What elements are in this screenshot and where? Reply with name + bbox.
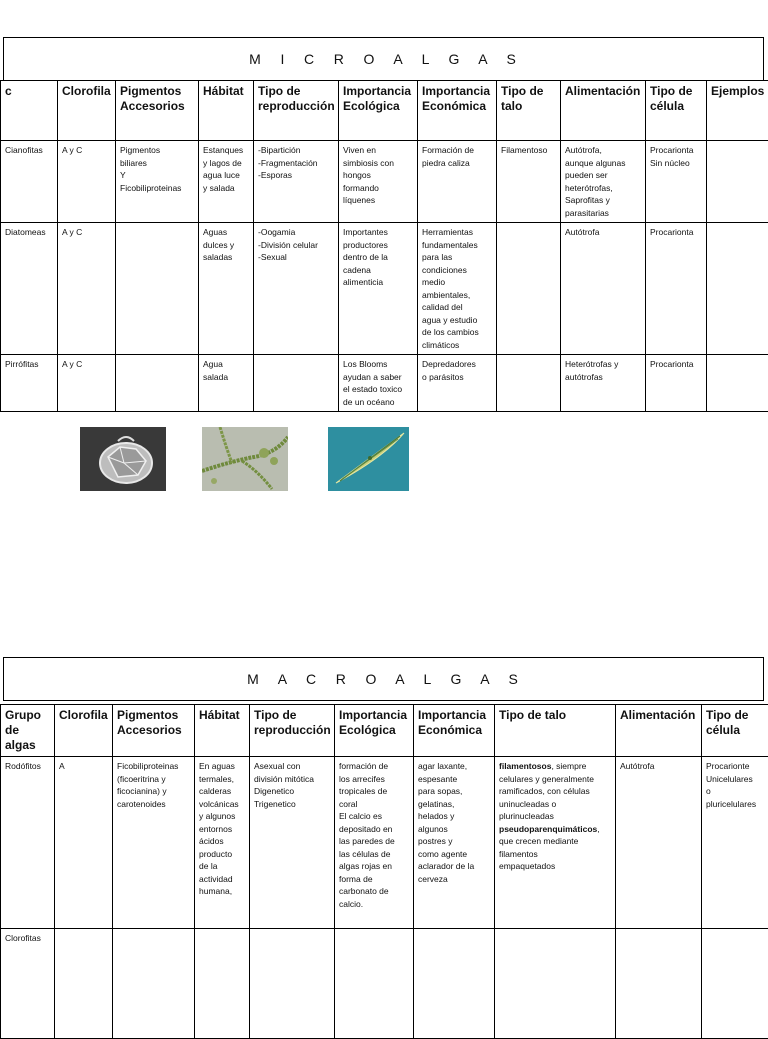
header-cell: Alimentación: [561, 81, 646, 141]
header-cell: Tipo de célula: [702, 705, 768, 757]
cell-reproduccion: Asexual con división mitótica Digenetico Trigenetico: [250, 757, 335, 929]
cell-ecologica: Viven en simbiosis con hongos formando líquenes: [339, 141, 418, 223]
cell-habitat: [195, 929, 250, 1039]
cell-alimentacion: Autótrofa: [616, 757, 702, 929]
microalgas-table: [0, 80, 768, 412]
header-cell: Importancia Ecológica: [335, 705, 414, 757]
cell-pigmentos: [116, 355, 199, 412]
table-row-rodofitos: [1, 757, 768, 929]
cell-grupo: Clorofitas: [1, 929, 55, 1039]
cell-celula: Procarionta: [646, 223, 707, 355]
cell-alimentacion: Heterótrofas y autótrofas: [561, 355, 646, 412]
cell-celula: Procarionte Unicelulares o pluricelulares: [702, 757, 768, 929]
table-row-pirrofitas: [1, 355, 768, 412]
header-cell: Alimentación: [616, 705, 702, 757]
cell-pigmentos: [116, 223, 199, 355]
cell-habitat: Estanques y lagos de agua luce y salada: [199, 141, 254, 223]
cell-reproduccion: -Bipartición -Fragmentación -Esporas: [254, 141, 339, 223]
cell-habitat: Agua salada: [199, 355, 254, 412]
header-cell: c: [1, 81, 58, 141]
cell-habitat: Aguas dulces y saladas: [199, 223, 254, 355]
cell-talo: [497, 355, 561, 412]
cell-celula: Procarionta: [646, 355, 707, 412]
header-cell: Tipo de talo: [497, 81, 561, 141]
talo-text-2: , que crecen mediante filamentos empaquetados: [499, 824, 600, 872]
header-cell: Clorofila: [55, 705, 113, 757]
microalgas-title-text: M I C R O A L G A S: [249, 51, 518, 67]
cell-clorofila: A y C: [58, 141, 116, 223]
cell-ecologica: Importantes productores dentro de la cadena alimenticia: [339, 223, 418, 355]
cell-grupo: Rodófitos: [1, 757, 55, 929]
header-cell: Importancia Económica: [418, 81, 497, 141]
cell-economica: Formación de piedra caliza: [418, 141, 497, 223]
cell-clorofila: A y C: [58, 223, 116, 355]
diatom-shell-photo: [80, 427, 166, 491]
table-row-cianofitas: [1, 141, 768, 223]
cell-talo: [495, 929, 616, 1039]
header-cell: Tipo de célula: [646, 81, 707, 141]
cell-ejemplos: [707, 141, 768, 223]
macroalgas-table: [0, 704, 768, 1039]
cell-clorofila: A: [55, 757, 113, 929]
header-cell: Tipo de reproducción: [250, 705, 335, 757]
cell-clorofila: [55, 929, 113, 1039]
cell-reproduccion: -Oogamia -División celular -Sexual: [254, 223, 339, 355]
cell-alimentacion: Autótrofa, aunque algunas pueden ser heterótrofas, Saprofitas y parasitarias: [561, 141, 646, 223]
cell-celula: Procarionta Sin núcleo: [646, 141, 707, 223]
header-cell: Grupo de algas: [1, 705, 55, 757]
macroalgas-title-text: M A C R O A L G A S: [247, 671, 520, 687]
header-cell: Hábitat: [195, 705, 250, 757]
cell-talo: [497, 223, 561, 355]
header-cell: Importancia Ecológica: [339, 81, 418, 141]
table-row-clorofitas: [1, 929, 768, 1039]
cell-grupo: Cianofitas: [1, 141, 58, 223]
cell-economica: [414, 929, 495, 1039]
cell-clorofila: A y C: [58, 355, 116, 412]
table-row-diatomeas: [1, 223, 768, 355]
cell-grupo: Pirrófitas: [1, 355, 58, 412]
cell-ecologica: Los Blooms ayudan a saber el estado toxico de un océano: [339, 355, 418, 412]
cell-grupo: Diatomeas: [1, 223, 58, 355]
cell-ejemplos: [707, 355, 768, 412]
talo-bold-filamentosos: filamentosos: [499, 761, 551, 771]
header-cell: Pigmentos Accesorios: [116, 81, 199, 141]
cell-economica: agar laxante, espesante para sopas, gelatinas, helados y algunos postres y como agente aclarador de la cerveza: [414, 757, 495, 929]
cell-ecologica: formación de los arrecifes tropicales de coral El calcio es depositado en las paredes de las células de algas rojas en forma de carbonato de calcio.: [335, 757, 414, 929]
header-cell: Tipo de talo: [495, 705, 616, 757]
cell-reproduccion: [250, 929, 335, 1039]
header-cell: Tipo de reproducción: [254, 81, 339, 141]
header-cell: Ejemplos: [707, 81, 768, 141]
cell-alimentacion: Autótrofa: [561, 223, 646, 355]
cell-celula: [702, 929, 768, 1039]
header-cell: Pigmentos Accesorios: [113, 705, 195, 757]
cell-ejemplos: [707, 223, 768, 355]
microalgas-title: [3, 37, 764, 81]
header-cell: Importancia Económica: [414, 705, 495, 757]
macroalgas-header-row: [1, 705, 768, 757]
microalgas-header-row: [1, 81, 768, 141]
cell-pigmentos: [113, 929, 195, 1039]
header-cell: Clorofila: [58, 81, 116, 141]
cell-ecologica: [335, 929, 414, 1039]
cell-pigmentos: Ficobiliproteinas (ficoeritrina y ficocianina) y carotenoides: [113, 757, 195, 929]
cell-economica: Herramientas fundamentales para las condiciones medio ambientales, calidad del agua y estudio de los cambios climáticos: [418, 223, 497, 355]
cell-alimentacion: [616, 929, 702, 1039]
talo-bold-pseudoparenquimaticos: pseudoparenquimáticos: [499, 824, 597, 834]
filament-algae-photo: [202, 427, 288, 491]
pennate-diatom-photo: [328, 427, 409, 491]
cell-talo: Filamentoso: [497, 141, 561, 223]
header-cell: Hábitat: [199, 81, 254, 141]
cell-pigmentos: Pigmentos biliares Y Ficobiliproteinas: [116, 141, 199, 223]
cell-economica: Depredadores o parásitos: [418, 355, 497, 412]
macroalgas-title: [3, 657, 764, 701]
cell-habitat: En aguas termales, calderas volcánicas y algunos entornos ácidos producto de la actividad humana,: [195, 757, 250, 929]
cell-reproduccion: [254, 355, 339, 412]
cell-talo: [495, 757, 616, 929]
talo-text-1: , siempre celulares y generalmente ramificados, con células uninucleadas o plurinucleadas: [499, 761, 594, 821]
